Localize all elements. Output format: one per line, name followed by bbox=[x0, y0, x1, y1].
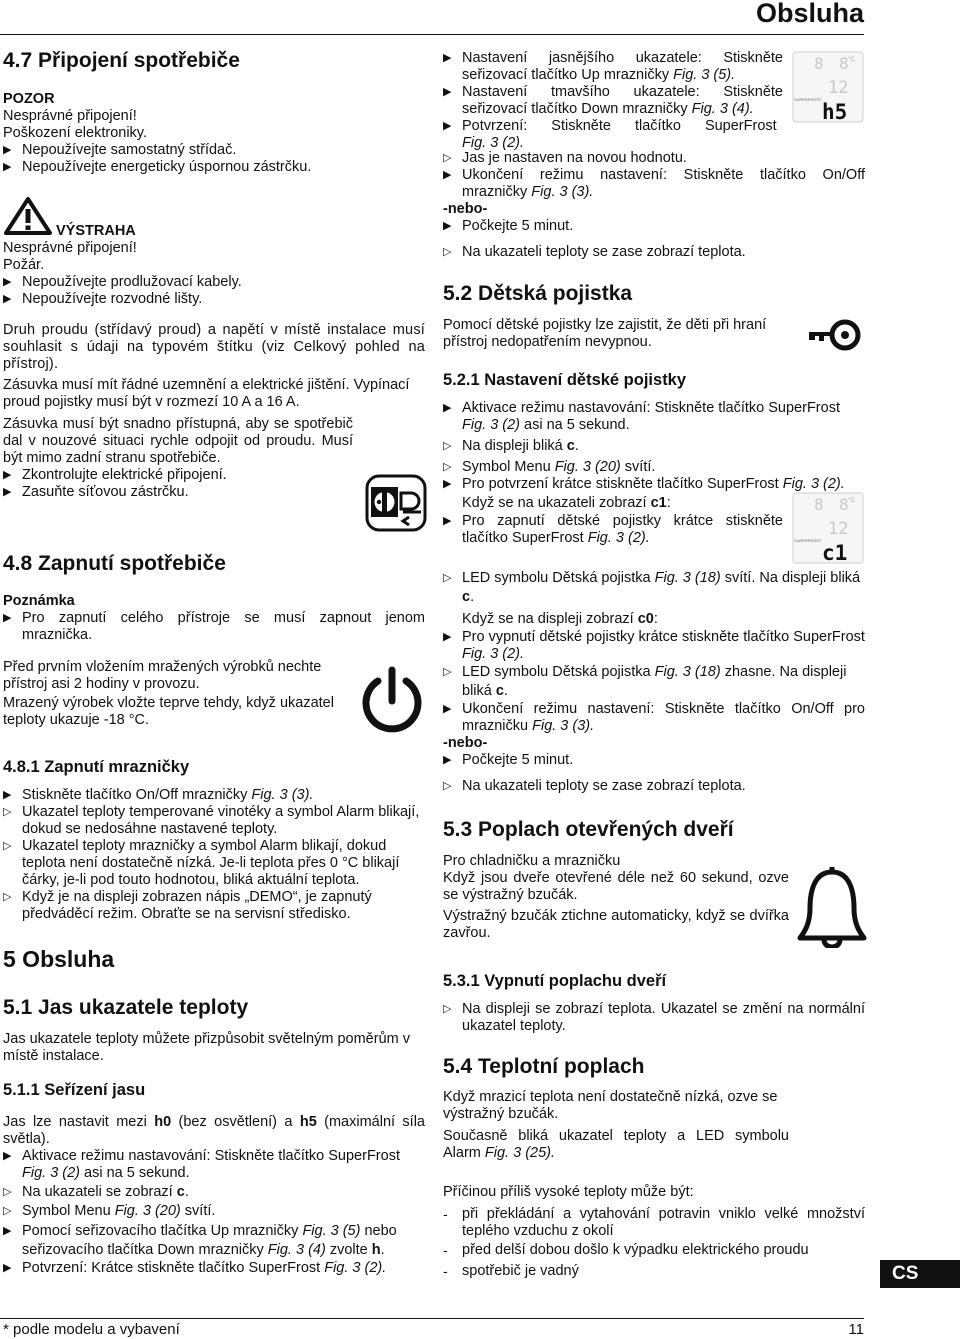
nebo-label: -nebo- bbox=[443, 201, 488, 217]
temp-alarm-blink: Současně bliká ukazatel teploty a LED symbolu Alarm Fig. 3 (25). bbox=[443, 1128, 789, 1161]
result-bullet-icon: ▷ bbox=[3, 891, 12, 903]
door-alarm-60s: Když jsou dveře otevřené déle než 60 sekund, ozve se výstražný bzučák. bbox=[443, 870, 789, 903]
play-bullet-icon: ▶ bbox=[443, 402, 452, 414]
play-bullet-icon: ▶ bbox=[3, 293, 12, 305]
pozor-line2: Poškození elektroniky. bbox=[3, 125, 147, 141]
section-5-3-1-title: 5.3.1 Vypnutí poplachu dveří bbox=[443, 972, 667, 990]
result-bullet-icon: ▷ bbox=[443, 780, 452, 792]
play-bullet-icon: ▶ bbox=[443, 515, 452, 527]
play-bullet-icon: ▶ bbox=[443, 703, 452, 715]
end-setting-bullet: ▶ Ukončení režimu nastavení: Stiskněte tlačítko On/Off mrazničky Fig. 3 (3). bbox=[443, 167, 865, 200]
section-5-2-title: 5.2 Dětská pojistka bbox=[443, 282, 633, 305]
wine-display-result: ▷ Ukazatel teploty temperované vinotéky a symbol Alarm blikají, dokud se nedosáhne nastavené teploty. bbox=[3, 804, 420, 837]
door-alarm-silence: Výstražný bzučák ztichne automaticky, když se dvířka zavřou. bbox=[443, 908, 789, 941]
child-display-c-result: ▷ Na displeji bliká c. bbox=[443, 438, 579, 454]
nebo-label-2: -nebo- bbox=[443, 735, 488, 751]
child-end-setting-bullet: ▶ Ukončení režimu nastavení: Stiskněte tlačítko On/Off pro mrazničku Fig. 3 (3). bbox=[443, 701, 865, 734]
result-bullet-icon: ▷ bbox=[443, 461, 452, 473]
child-led-off-result: ▷ LED symbolu Dětská pojistka Fig. 3 (18) zhasne. Na displeji bliká c. bbox=[443, 664, 847, 699]
section-5-3-1-body bbox=[443, 1001, 865, 1035]
before-loading-block bbox=[3, 659, 353, 729]
poznamka-block bbox=[3, 593, 425, 644]
section-5-1-1-body bbox=[3, 1114, 425, 1277]
display-unit: °C bbox=[848, 57, 855, 63]
header-rule bbox=[0, 34, 864, 35]
child-c0-shown: Když se na displeji zobrazí c0: bbox=[462, 611, 658, 627]
cause-item-1: - při překládání a vytahování potravin vniklo velké množství teplého vzduchu z okolí bbox=[443, 1206, 865, 1239]
child-temperature-result: ▷ Na ukazateli teploty se zase zobrazí teplota. bbox=[443, 778, 746, 794]
check-connection-bullet: ▶ Zkontrolujte elektrické připojení. bbox=[3, 467, 227, 483]
demo-mode-result: ▷ Když je na displeji zobrazen nápis „DEMO“, je zapnutý předváděcí režim. Obraťte se na servisní středisko. bbox=[3, 889, 372, 922]
child-activate-bullet: ▶ Aktivace režimu nastavování: Stiskněte tlačítko SuperFrost Fig. 3 (2) asi na 5 sekund. bbox=[443, 400, 840, 433]
section-5-1-1-title: 5.1.1 Seřízení jasu bbox=[3, 1081, 146, 1099]
poznamka-label: Poznámka bbox=[3, 593, 75, 609]
section-5-2-1-body-b bbox=[443, 569, 865, 795]
result-bullet-icon: ▷ bbox=[443, 152, 452, 164]
section-5-2-1-title: 5.2.1 Nastavení dětské pojistky bbox=[443, 371, 687, 389]
poznamka-bullet: ▶ Pro zapnutí celého přístroje se musí zapnout jenom mraznička. bbox=[3, 610, 425, 643]
section-5-2-paragraph: Pomocí dětské pojistky lze zajistit, že děti při hraní přístroj nedopatřením nevypnou. bbox=[443, 317, 767, 350]
play-bullet-icon: ▶ bbox=[443, 478, 452, 490]
activate-setting-bullet: ▶ Aktivace režimu nastavování: Stiskněte tlačítko SuperFrost Fig. 3 (2) asi na 5 sekund. bbox=[3, 1148, 400, 1181]
key-icon bbox=[805, 318, 865, 352]
door-alarm-scope: Pro chladničku a mrazničku bbox=[443, 853, 621, 869]
child-menu-result: ▷ Symbol Menu Fig. 3 (20) svítí. bbox=[443, 459, 656, 475]
temperature-shown-result: ▷ Na ukazateli teploty se zase zobrazí teplota. bbox=[443, 244, 746, 260]
power-icon bbox=[358, 665, 426, 737]
result-bullet-icon: ▷ bbox=[3, 806, 12, 818]
child-enable-block bbox=[443, 513, 783, 547]
play-bullet-icon: ▶ bbox=[3, 469, 12, 481]
section-5-title: 5 Obsluha bbox=[3, 946, 115, 972]
section-5-1-title: 5.1 Jas ukazatele teploty bbox=[3, 996, 249, 1019]
vystraha-line1: Nesprávné připojení! bbox=[3, 240, 137, 256]
confirm-superfrost-bullet: ▶ Potvrzení: Krátce stiskněte tlačítko SuperFrost Fig. 3 (2). bbox=[3, 1260, 387, 1276]
play-bullet-icon: ▶ bbox=[3, 1150, 12, 1162]
display-mode-label: SUPERFROST bbox=[794, 538, 822, 543]
play-bullet-icon: ▶ bbox=[443, 169, 452, 181]
result-bullet-icon: ▷ bbox=[443, 666, 452, 678]
result-bullet-icon: ▷ bbox=[443, 246, 452, 258]
footer-rule bbox=[0, 1318, 864, 1319]
insert-plug-bullet: ▶ Zasuňte síťovou zástrčku. bbox=[3, 484, 189, 500]
brightness-range-paragraph: Jas lze nastavit mezi h0 (bez osvětlení) a h5 (maximální síla světla). bbox=[3, 1114, 425, 1147]
wait-bullet: ▶ Počkejte 5 minut. bbox=[443, 218, 574, 234]
pozor-label: POZOR bbox=[3, 91, 55, 107]
brightness-steps-cont bbox=[443, 150, 865, 261]
result-bullet-icon: ▷ bbox=[3, 840, 12, 852]
language-badge: CS bbox=[880, 1260, 960, 1288]
paragraph-socket-access: Zásuvka musí být snadno přístupná, aby se spotřebič dal v nouzové situaci rychle odpojit od proudu. Musí být mimo zadní stranu spotřebiče. bbox=[3, 416, 353, 466]
section-5-3-body bbox=[443, 853, 789, 942]
confirm-bullet: ▶ Potvrzení: Stiskněte tlačítko SuperFrost Fig. 3 (2). bbox=[443, 118, 777, 151]
play-bullet-icon: ▶ bbox=[3, 161, 12, 173]
darker-bullet: ▶ Nastavení tmavšího ukazatele: Stiskněte seřizovací tlačítko Down mrazničky Fig. 3 (4). bbox=[443, 84, 783, 117]
pozor-bullet2: ▶ Nepoužívejte energeticky úspornou zástrčku. bbox=[3, 159, 312, 175]
door-alarm-off-result: ▷ Na displeji se zobrazí teplota. Ukazatel se změní na normální ukazatel teploty. bbox=[443, 1001, 865, 1034]
child-wait-bullet: ▶ Počkejte 5 minut. bbox=[443, 752, 574, 768]
display-top-digit: 8 bbox=[814, 54, 824, 73]
play-bullet-icon: ▶ bbox=[3, 486, 12, 498]
section-5-1-paragraph: Jas ukazatele teploty můžete přizpůsobit světelným poměrům v místě instalace. bbox=[3, 1031, 410, 1064]
select-h-bullet: ▶ Pomocí seřizovacího tlačítka Up mrazničky Fig. 3 (5) nebo seřizovacího tlačítka Down mrazničky Fig. 3 (4) zvolte h. bbox=[3, 1223, 397, 1258]
play-bullet-icon: ▶ bbox=[3, 144, 12, 156]
result-bullet-icon: ▷ bbox=[443, 572, 452, 584]
vystraha-label: VÝSTRAHA bbox=[56, 223, 136, 239]
plug-socket-icon bbox=[365, 474, 427, 532]
display-mid-digits: 12 bbox=[828, 78, 849, 98]
page-number: 11 bbox=[848, 1321, 864, 1338]
brightness-steps bbox=[443, 50, 783, 152]
paragraph-grounding: Zásuvka musí mít řádné uzemnění a elektrické jištění. Vypínací proud pojistky musí být v rozmezí 10 A a 16 A. bbox=[3, 377, 410, 410]
child-enable-bullet: ▶ Pro zapnutí dětské pojistky krátce stiskněte tlačítko SuperFrost Fig. 3 (2). bbox=[443, 513, 783, 546]
play-bullet-icon: ▶ bbox=[443, 754, 452, 766]
display-unit: °C bbox=[848, 498, 855, 504]
vystraha-block bbox=[3, 223, 425, 308]
result-bullet-icon: ▷ bbox=[443, 1003, 452, 1015]
child-c1-shown: Když se na ukazateli zobrazí c1: bbox=[462, 495, 671, 511]
display-mode-label: SUPERFROST bbox=[794, 97, 822, 102]
temp-alarm-causes bbox=[443, 1206, 865, 1280]
play-bullet-icon: ▶ bbox=[443, 120, 452, 132]
child-confirm-bullet: ▶ Pro potvrzení krátce stiskněte tlačítko SuperFrost Fig. 3 (2). bbox=[443, 476, 845, 492]
result-bullet-icon: ▷ bbox=[3, 1186, 12, 1198]
play-bullet-icon: ▶ bbox=[3, 789, 12, 801]
play-bullet-icon: ▶ bbox=[443, 86, 452, 98]
section-4-8-1-body bbox=[3, 787, 425, 923]
display-top-digit: 8 bbox=[814, 495, 824, 514]
paragraph-before-loading: Před prvním vložením mražených výrobků nechte přístroj asi 2 hodiny v provozu. bbox=[3, 659, 322, 692]
freezer-display-h5 bbox=[792, 51, 864, 123]
play-bullet-icon: ▶ bbox=[443, 52, 452, 64]
display-top-digit-2: 8 bbox=[839, 495, 849, 514]
pozor-block bbox=[3, 91, 425, 176]
play-bullet-icon: ▶ bbox=[443, 631, 452, 643]
play-bullet-icon: ▶ bbox=[443, 220, 452, 232]
display-c-result: ▷ Na ukazateli se zobrazí c. bbox=[3, 1184, 189, 1200]
display-top-digit-2: 8 bbox=[839, 54, 849, 73]
menu-symbol-result: ▷ Symbol Menu Fig. 3 (20) svítí. bbox=[3, 1203, 216, 1219]
child-led-on-result: ▷ LED symbolu Dětská pojistka Fig. 3 (18) svítí. Na displeji bliká c. bbox=[443, 570, 861, 605]
play-bullet-icon: ▶ bbox=[3, 276, 12, 288]
temp-alarm-buzzer: Když mrazicí teplota není dostatečně nízká, ozve se výstražný bzučák. bbox=[443, 1089, 778, 1122]
result-bullet-icon: ▷ bbox=[3, 1205, 12, 1217]
display-bottom-code: h5 bbox=[822, 100, 848, 123]
child-disable-bullet: ▶ Pro vypnutí dětské pojistky krátce stiskněte tlačítko SuperFrost Fig. 3 (2). bbox=[443, 629, 865, 662]
socket-block bbox=[3, 416, 353, 501]
cause-item-2: - před delší dobou došlo k výpadku elektrického proudu bbox=[443, 1242, 809, 1258]
section-4-7-title: 4.7 Připojení spotřebiče bbox=[3, 49, 240, 72]
play-bullet-icon: ▶ bbox=[3, 612, 12, 624]
bell-icon bbox=[796, 866, 868, 948]
paragraph-frozen-product: Mrazený výrobek vložte teprve tehdy, když ukazatel teploty ukazuje -18 °C. bbox=[3, 695, 334, 728]
cause-item-3: - spotřebič je vadný bbox=[443, 1263, 579, 1279]
play-bullet-icon: ▶ bbox=[3, 1262, 12, 1274]
section-5-4-body bbox=[443, 1089, 789, 1201]
play-bullet-icon: ▶ bbox=[3, 1225, 12, 1237]
display-bottom-code: c1 bbox=[822, 541, 848, 564]
press-onoff-bullet: ▶ Stiskněte tlačítko On/Off mrazničky Fig. 3 (3). bbox=[3, 787, 314, 803]
brightness-set-result: ▷ Jas je nastaven na novou hodnotu. bbox=[443, 150, 687, 166]
section-5-4-title: 5.4 Teplotní poplach bbox=[443, 1055, 645, 1078]
vystraha-bullet2: ▶ Nepoužívejte rozvodné lišty. bbox=[3, 291, 203, 307]
pozor-bullet1: ▶ Nepoužívejte samostatný střídač. bbox=[3, 142, 237, 158]
section-5-3-title: 5.3 Poplach otevřených dveří bbox=[443, 818, 734, 841]
freezer-display-result: ▷ Ukazatel teploty mrazničky a symbol Alarm blikají, dokud teplota není dostatečně nízká. Je-li teplota přes 0 °C blikají čárky, je-li pod touto hodnotou, bliká aktuální teplota. bbox=[3, 838, 400, 888]
page-header-title: Obsluha bbox=[755, 0, 864, 28]
pozor-line1: Nesprávné připojení! bbox=[3, 108, 137, 124]
section-4-8-title: 4.8 Zapnutí spotřebiče bbox=[3, 552, 226, 575]
section-4-8-1-title: 4.8.1 Zapnutí mrazničky bbox=[3, 758, 190, 776]
vystraha-line2: Požár. bbox=[3, 257, 45, 273]
result-bullet-icon: ▷ bbox=[443, 440, 452, 452]
vystraha-bullet1: ▶ Nepoužívejte prodlužovací kabely. bbox=[3, 274, 242, 290]
display-mid-digits: 12 bbox=[828, 519, 849, 539]
footer-note: * podle modelu a vybavení bbox=[3, 1321, 180, 1338]
freezer-display-c1 bbox=[792, 492, 864, 564]
paragraph-current-type: Druh proudu (střídavý proud) a napětí v místě instalace musí souhlasit s údaji na typovém štítku (viz Celkový pohled na přístroj). bbox=[3, 322, 425, 372]
temp-alarm-causes-intro: Příčinou příliš vysoké teploty může být: bbox=[443, 1184, 694, 1200]
brighter-bullet: ▶ Nastavení jasnějšího ukazatele: Stiskněte seřizovací tlačítko Up mrazničky Fig. 3 (5). bbox=[443, 50, 783, 83]
